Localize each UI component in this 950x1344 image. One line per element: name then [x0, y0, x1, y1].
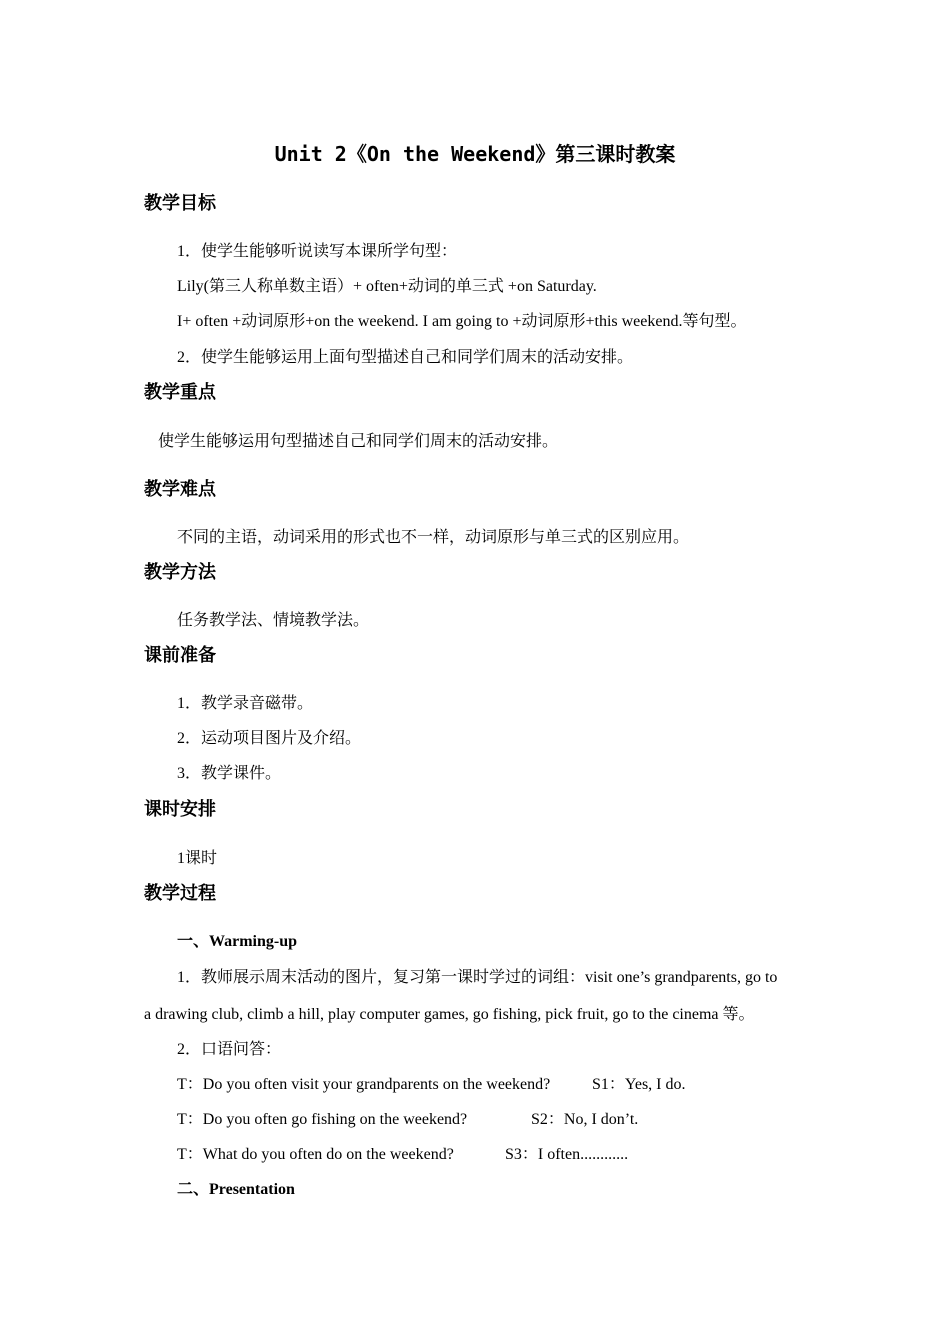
- warmup-title: 一、Warming-up: [177, 933, 298, 950]
- preparation-item-1: 1．教学录音磁带。: [177, 695, 314, 712]
- heading-key-points: 教学重点: [144, 382, 216, 403]
- process-item-1-line-1: 1．教师展示周末活动的图片，复习第一课时学过的词组：visit one’s grandparents, go to: [177, 969, 778, 986]
- key-points-text: 使学生能够运用句型描述自己和同学们周末的活动安排。: [158, 433, 559, 450]
- process-item-2: 2．口语问答：: [177, 1041, 282, 1058]
- document-title: Unit 2《On the Weekend》第三课时教案: [274, 142, 676, 166]
- presentation-title: 二、Presentation: [177, 1181, 295, 1198]
- goal-line-1: 1．使学生能够听说读写本课所学句型：: [177, 243, 458, 260]
- heading-goals: 教学目标: [144, 193, 216, 214]
- heading-schedule: 课时安排: [144, 799, 216, 820]
- heading-preparation: 课前准备: [144, 645, 216, 666]
- heading-methods: 教学方法: [144, 562, 216, 583]
- dialogue-answer-3: S3：I often............: [505, 1146, 629, 1163]
- dialogue-question-1: T：Do you often visit your grandparents on the weekend?: [177, 1076, 551, 1093]
- heading-process: 教学过程: [144, 883, 216, 904]
- schedule-text: 1课时: [177, 850, 218, 867]
- preparation-item-2: 2．运动项目图片及介绍。: [177, 730, 362, 747]
- methods-text: 任务教学法、情境教学法。: [177, 612, 370, 629]
- goal-line-2: Lily(第三人称单数主语）+ often+动词的单三式 +on Saturday.: [177, 278, 597, 295]
- process-item-1-line-2: a drawing club, climb a hill, play computer games, go fishing, pick fruit, go to the cinema 等。: [144, 1006, 755, 1023]
- dialogue-answer-2: S2：No, I don’t.: [531, 1111, 639, 1128]
- dialogue-question-2: T：Do you often go fishing on the weekend?: [177, 1111, 468, 1128]
- goal-line-3: I+ often +动词原形+on the weekend. I am going to +动词原形+this weekend.等句型。: [177, 313, 747, 330]
- goal-line-4: 2．使学生能够运用上面句型描述自己和同学们周末的活动安排。: [177, 349, 634, 366]
- heading-difficulties: 教学难点: [144, 479, 216, 500]
- difficulties-text: 不同的主语，动词采用的形式也不一样，动词原形与单三式的区别应用。: [177, 529, 690, 546]
- dialogue-question-3: T：What do you often do on the weekend?: [177, 1146, 454, 1163]
- dialogue-answer-1: S1：Yes, I do.: [592, 1076, 686, 1093]
- preparation-item-3: 3．教学课件。: [177, 765, 282, 782]
